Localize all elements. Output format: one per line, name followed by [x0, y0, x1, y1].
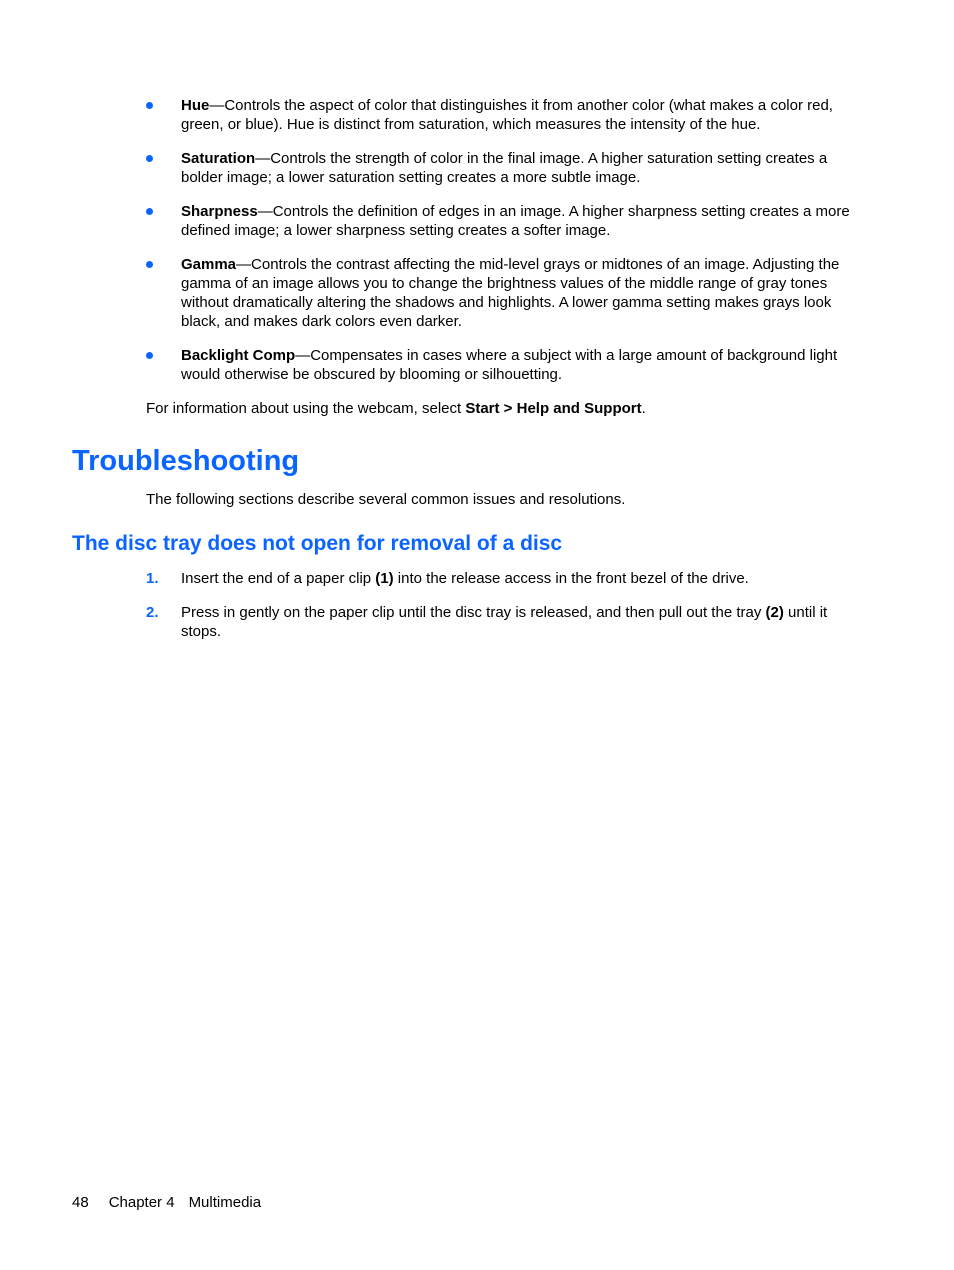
setting-description: —Controls the aspect of color that distinguishes it from another color (what makes a color red, green, or blue). Hue is distinct from saturation, which measures the intensity of the hue. — [181, 97, 833, 133]
step-callout: (2) — [765, 604, 784, 621]
setting-term: Sharpness — [181, 203, 258, 220]
setting-term: Hue — [181, 97, 210, 114]
list-item — [146, 202, 870, 240]
bullet-icon — [146, 208, 153, 215]
bullet-icon — [146, 261, 153, 268]
info-prefix: For information about using the webcam, select — [146, 400, 466, 417]
webcam-settings-list — [146, 96, 870, 399]
setting-term: Gamma — [181, 256, 237, 273]
step-item — [146, 603, 870, 641]
setting-description: —Controls the strength of color in the final image. A higher saturation setting creates a bolder image; a lower saturation setting creates a more subtle image. — [181, 150, 828, 186]
steps-list — [146, 569, 870, 656]
chapter-label: Chapter 4 — [108, 1194, 175, 1211]
setting-description: —Compensates in cases where a subject with a large amount of background light would otherwise be obscured by blooming or silhouetting. — [181, 347, 838, 383]
info-suffix: . — [641, 400, 646, 417]
list-item — [146, 96, 870, 134]
section-intro: The following sections describe several common issues and resolutions. — [146, 491, 626, 508]
setting-description: —Controls the definition of edges in an image. A higher sharpness setting creates a more defined image; a lower sharpness setting creates a softer image. — [181, 203, 850, 239]
list-item — [146, 255, 870, 331]
page-number: 48 — [72, 1194, 89, 1211]
help-info-paragraph — [146, 399, 870, 418]
section-heading: Troubleshooting — [72, 445, 300, 477]
step-text-after: into the release access in the front bezel of the drive. — [393, 570, 749, 587]
bullet-icon — [146, 102, 153, 109]
step-number: 1. — [146, 570, 159, 587]
help-path: Start > Help and Support — [465, 400, 642, 417]
step-number: 2. — [146, 604, 159, 621]
step-callout: (1) — [375, 570, 394, 587]
subsection-heading: The disc tray does not open for removal of a disc — [72, 532, 563, 555]
step-text-before: Insert the end of a paper clip — [181, 570, 376, 587]
bullet-icon — [146, 352, 153, 359]
chapter-title: Multimedia — [188, 1194, 262, 1211]
bullet-icon — [146, 155, 153, 162]
page-footer — [72, 1193, 261, 1212]
step-item — [146, 569, 870, 588]
setting-term: Saturation — [181, 150, 256, 167]
setting-description: —Controls the contrast affecting the mid-level grays or midtones of an image. Adjusting the gamma of an image allows you to change the brightness values of the middle range of gray tones without dramatically altering the shadows and highlights. A lower gamma setting makes grays look black, and makes dark colors even darker. — [181, 256, 840, 330]
step-text-before: Press in gently on the paper clip until the disc tray is released, and then pull out the tray — [181, 604, 766, 621]
list-item — [146, 346, 870, 384]
list-item — [146, 149, 870, 187]
setting-term: Backlight Comp — [181, 347, 296, 364]
step-text-after: until it stops. — [181, 604, 828, 640]
